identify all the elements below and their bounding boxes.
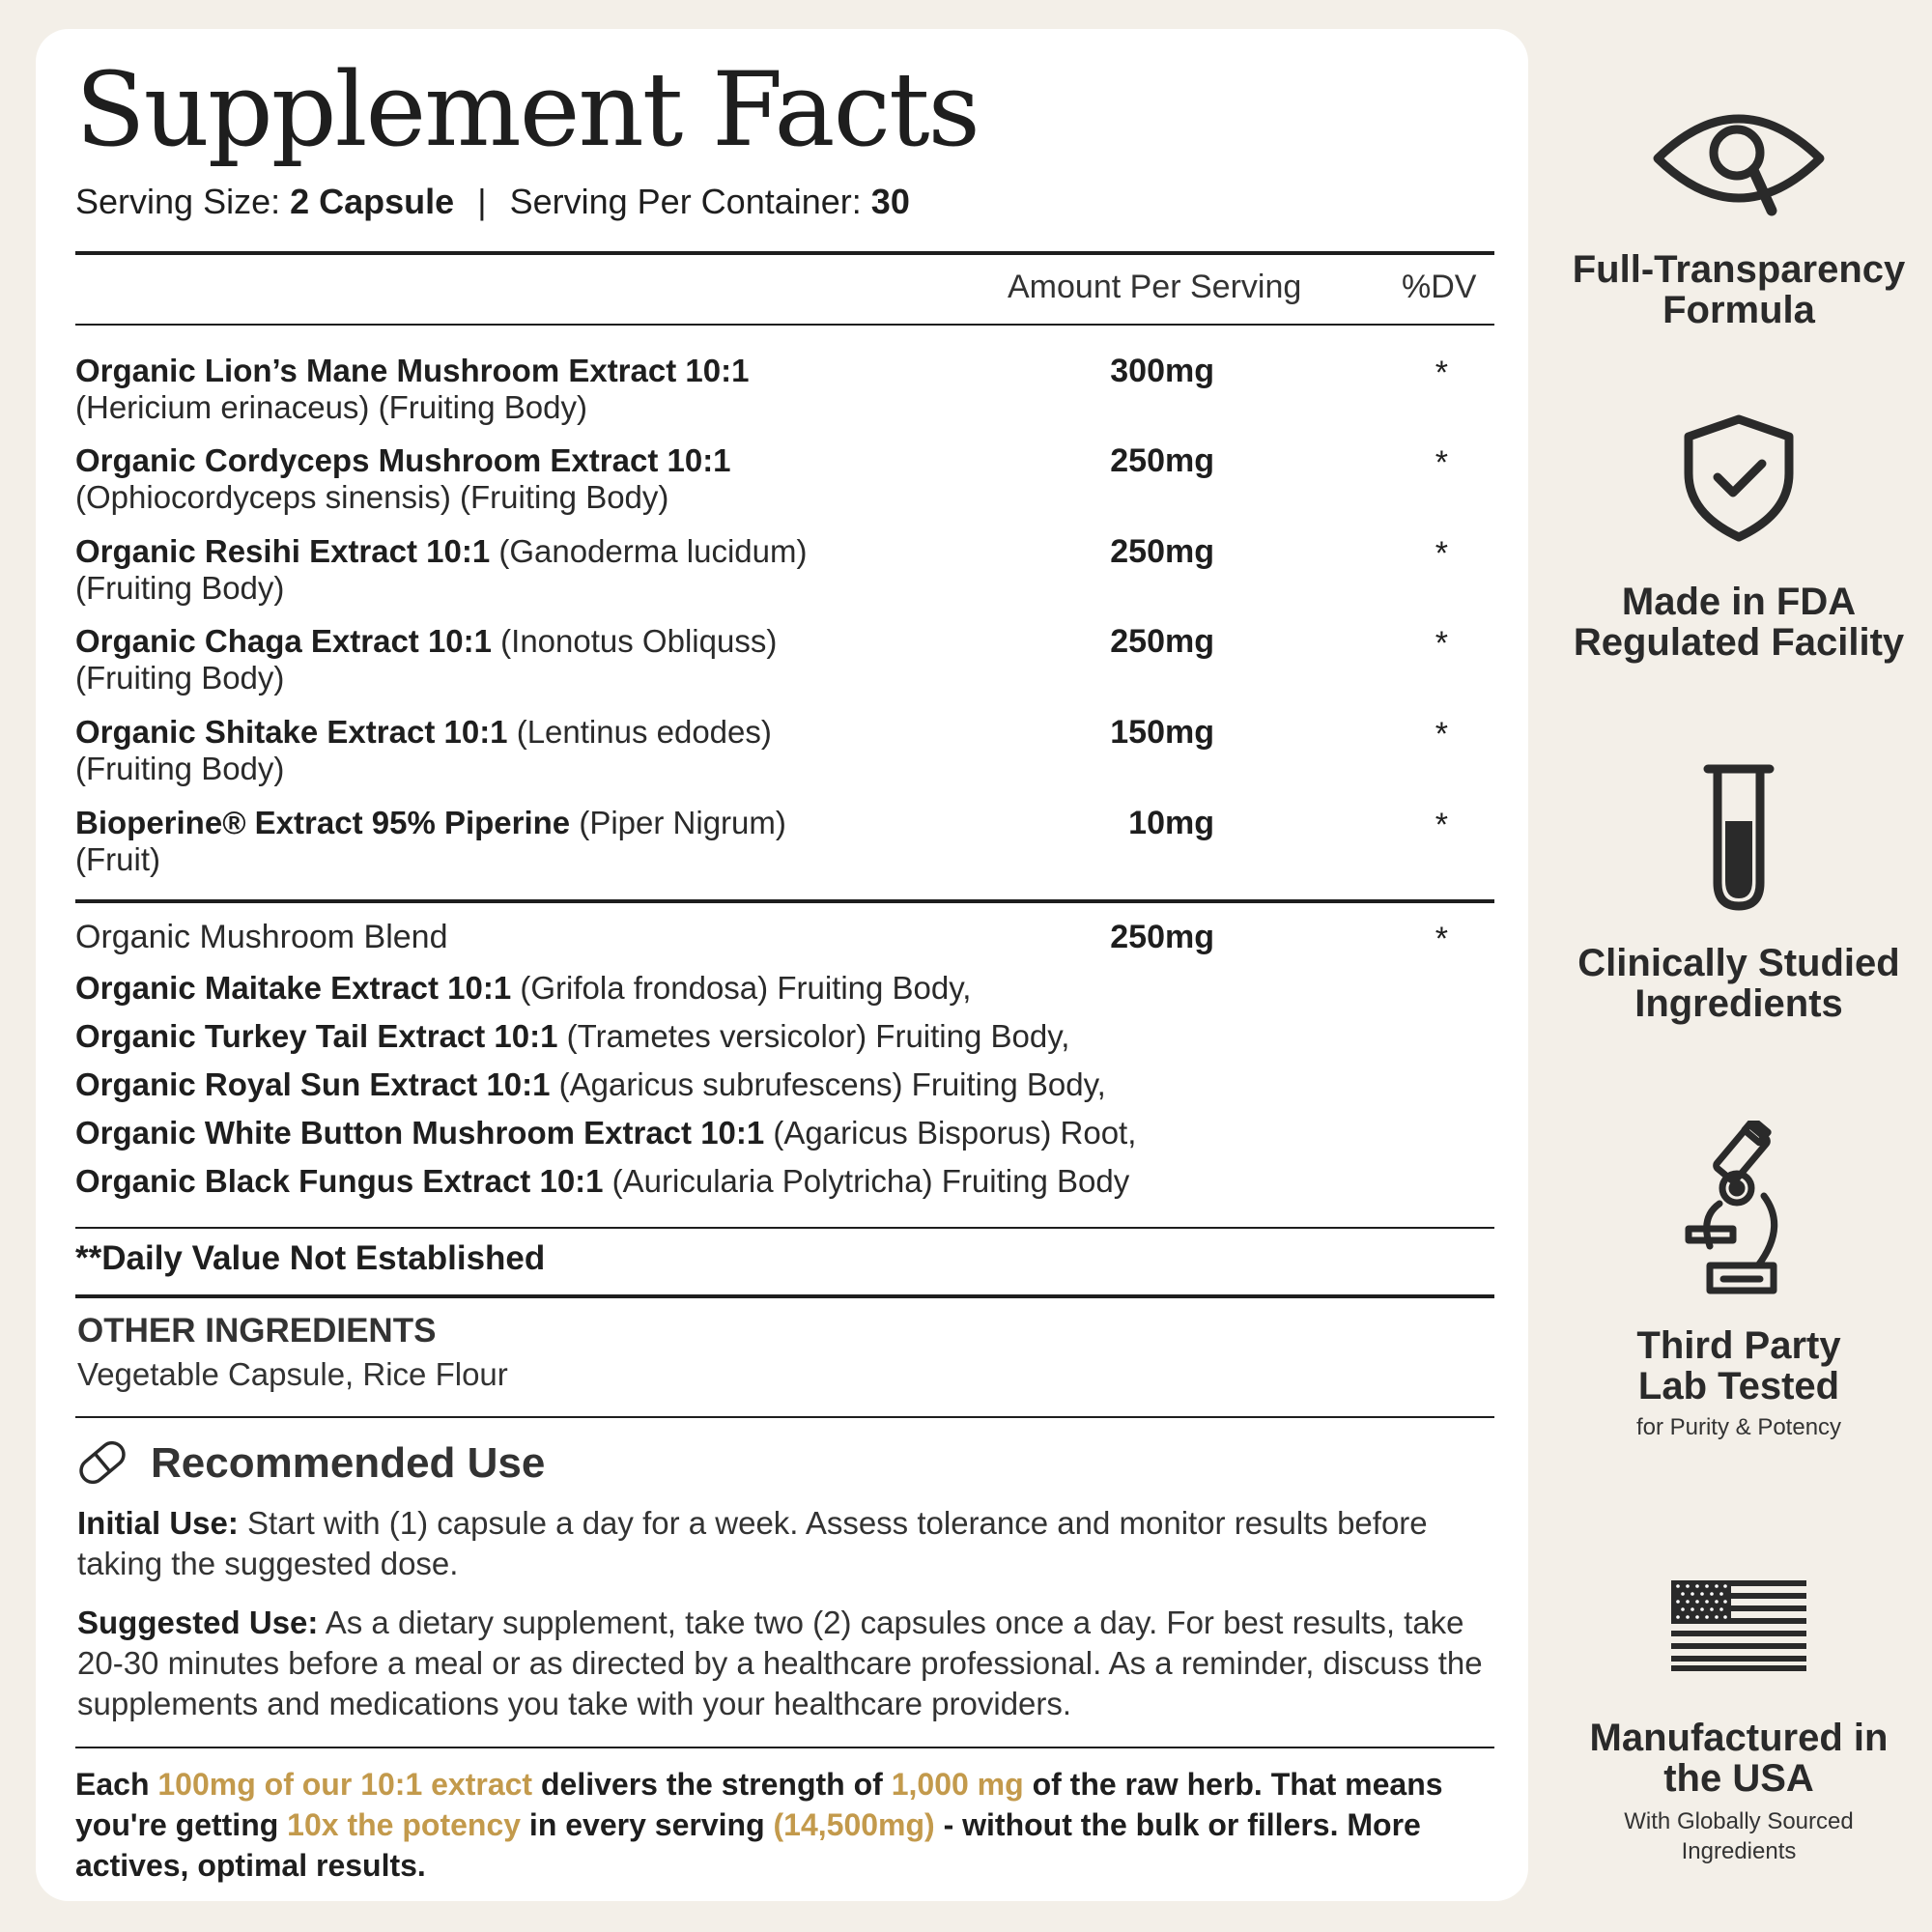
badge-line2: Regulated Facility — [1573, 621, 1905, 664]
blend-item-detail: (Agaricus Bisporus) Root, — [764, 1115, 1137, 1151]
potency-highlight: 10x the potency — [287, 1807, 522, 1842]
header-amount: Amount Per Serving — [1008, 269, 1302, 305]
daily-value-note: **Daily Value Not Established — [75, 1239, 546, 1277]
badge-fda — [1546, 413, 1932, 663]
blend-name: Organic Mushroom Blend — [75, 919, 448, 955]
ingredient-name: Organic Chaga Extract 10:1 — [75, 623, 492, 659]
badge-usa — [1546, 1580, 1932, 1864]
ingredient-text — [75, 533, 877, 607]
potency-text: Each — [75, 1767, 158, 1802]
blend-row — [75, 919, 1494, 955]
blend-item — [75, 1018, 1069, 1055]
blend-item-name: Organic Royal Sun Extract 10:1 — [75, 1066, 551, 1102]
ingredient-amount: 250mg — [1110, 533, 1214, 570]
serving-size-value: 2 Capsule — [290, 182, 455, 221]
blend-item — [75, 1066, 1106, 1103]
badge-subtext: for Purity & Potency — [1635, 1414, 1842, 1440]
badge-line2: Formula — [1662, 289, 1815, 331]
potency-note — [75, 1764, 1505, 1886]
ingredient-detail: (Ganoderma lucidum) (Fruiting Body) — [75, 533, 808, 606]
ingredient-amount: 150mg — [1110, 714, 1214, 751]
badge-line2: Lab Tested — [1637, 1365, 1840, 1407]
badge-clinical — [1546, 761, 1932, 1024]
divider — [75, 1294, 1494, 1298]
microscope-icon — [1681, 1121, 1797, 1298]
serving-container-label: Serving Per Container: — [509, 182, 862, 221]
ingredient-detail: (Hericium erinaceus) (Fruiting Body) — [75, 389, 587, 425]
ingredient-name: Bioperine® Extract 95% Piperine — [75, 805, 571, 840]
blend-item-detail: (Trametes versicolor) Fruiting Body, — [557, 1018, 1070, 1054]
blend-item-name: Organic Black Fungus Extract 10:1 — [75, 1163, 604, 1199]
ingredient-dv: * — [1435, 444, 1448, 481]
blend-item-name: Organic Maitake Extract 10:1 — [75, 970, 512, 1006]
ingredient-amount: 250mg — [1110, 442, 1214, 479]
divider — [75, 1227, 1494, 1229]
divider — [75, 1416, 1494, 1418]
badge-subtext: With Globally Sourced — [1624, 1808, 1854, 1834]
ingredient-row — [75, 805, 1494, 878]
potency-text: of the raw herb. That means you're getting — [75, 1767, 1443, 1842]
header-dv: %DV — [1402, 269, 1477, 305]
ingredient-row — [75, 442, 1494, 516]
ingredient-detail: (Ophiocordyceps sinensis) (Fruiting Body) — [75, 479, 669, 515]
recommended-use-title: Recommended Use — [151, 1439, 546, 1487]
blend-item-detail: (Agaricus subrufescens) Fruiting Body, — [550, 1066, 1106, 1102]
ingredient-dv: * — [1435, 535, 1448, 572]
test-tube-icon — [1700, 761, 1777, 914]
ingredient-text — [75, 442, 838, 516]
ingredient-dv: * — [1435, 807, 1448, 843]
badge-line1: Clinically Studied — [1577, 942, 1900, 984]
ingredient-row — [75, 623, 1494, 696]
initial-use-body: Start with (1) capsule a day for a week. Assess tolerance and monitor results before taking the suggested dose. — [77, 1505, 1428, 1581]
divider — [75, 1747, 1494, 1748]
blend-item — [75, 1115, 1136, 1151]
suggested-use-label: Suggested Use: — [77, 1605, 319, 1640]
ingredient-detail: (Lentinus edodes) (Fruiting Body) — [75, 714, 772, 786]
other-ingredients-text: Vegetable Capsule, Rice Flour — [77, 1356, 508, 1392]
potency-highlight: 100mg of our 10:1 extract — [157, 1767, 533, 1802]
serving-separator: | — [477, 182, 487, 221]
ingredient-text — [75, 353, 838, 426]
usa-flag-icon — [1671, 1580, 1806, 1671]
badge-line1: Manufactured in — [1589, 1717, 1889, 1759]
potency-highlight: 1,000 mg — [891, 1767, 1024, 1802]
ingredient-text — [75, 805, 877, 878]
ingredient-name: Organic Resihi Extract 10:1 — [75, 533, 491, 569]
badge-transparency — [1546, 97, 1932, 330]
serving-info — [75, 182, 910, 222]
blend-amount: 250mg — [1110, 919, 1214, 955]
ingredient-dv: * — [1435, 716, 1448, 753]
blend-item — [75, 970, 971, 1007]
shield-check-icon — [1679, 413, 1799, 543]
ingredient-detail: (Piper Nigrum) (Fruit) — [75, 805, 786, 877]
ingredient-name: Organic Lion’s Mane Mushroom Extract 10:1 — [75, 353, 750, 388]
suggested-use-body: As a dietary supplement, take two (2) capsules once a day. For best results, take 20-30 minutes before a meal or as directed by a healthcare professional. As a reminder, discuss the supplements and medications you take with your healthcare providers. — [77, 1605, 1483, 1721]
badge-line1: Full-Transparency — [1572, 248, 1906, 291]
ingredient-row — [75, 533, 1494, 607]
blend-item-name: Organic Turkey Tail Extract 10:1 — [75, 1018, 558, 1054]
blend-dv: * — [1435, 921, 1448, 957]
other-ingredients-title: OTHER INGREDIENTS — [77, 1312, 437, 1350]
potency-highlight: (14,500mg) — [773, 1807, 935, 1842]
ingredient-text — [75, 714, 867, 787]
ingredient-dv: * — [1435, 355, 1448, 391]
badge-line2: the USA — [1663, 1757, 1814, 1800]
ingredient-name: Organic Shitake Extract 10:1 — [75, 714, 508, 750]
ingredient-amount: 250mg — [1110, 623, 1214, 660]
potency-text: delivers the strength of — [532, 1767, 892, 1802]
divider — [75, 899, 1494, 903]
ingredient-amount: 300mg — [1110, 353, 1214, 389]
serving-container-value: 30 — [870, 182, 910, 221]
badge-line1: Made in FDA — [1621, 581, 1857, 623]
suggested-use-text — [77, 1603, 1497, 1724]
serving-size-label: Serving Size: — [75, 182, 281, 221]
ingredient-dv: * — [1435, 625, 1448, 662]
badge-lab-tested — [1546, 1121, 1932, 1440]
ingredient-amount: 10mg — [1128, 805, 1214, 841]
potency-text: in every serving — [521, 1807, 774, 1842]
eye-search-icon — [1650, 97, 1828, 220]
ingredient-row — [75, 353, 1494, 426]
blend-item-detail: (Grifola frondosa) Fruiting Body, — [511, 970, 972, 1006]
initial-use-label: Initial Use: — [77, 1505, 239, 1541]
divider — [75, 324, 1494, 326]
badge-line1: Third Party — [1636, 1324, 1841, 1367]
potency-text: - without the bulk or fillers. More actives, optimal results. — [75, 1807, 1421, 1883]
ingredient-text — [75, 623, 867, 696]
blend-item-detail: (Auricularia Polytricha) Fruiting Body — [603, 1163, 1130, 1199]
ingredient-row — [75, 714, 1494, 787]
divider — [75, 251, 1494, 255]
badge-subtext: Ingredients — [1681, 1838, 1797, 1864]
initial-use-text — [77, 1503, 1497, 1584]
ingredient-detail: (Inonotus Obliquss) (Fruiting Body) — [75, 623, 778, 696]
capsule-icon — [75, 1437, 129, 1488]
blend-item-name: Organic White Button Mushroom Extract 10:1 — [75, 1115, 765, 1151]
badge-line2: Ingredients — [1634, 982, 1843, 1025]
page-title: Supplement Facts — [75, 50, 979, 169]
blend-item — [75, 1163, 1129, 1200]
ingredient-name: Organic Cordyceps Mushroom Extract 10:1 — [75, 442, 731, 478]
